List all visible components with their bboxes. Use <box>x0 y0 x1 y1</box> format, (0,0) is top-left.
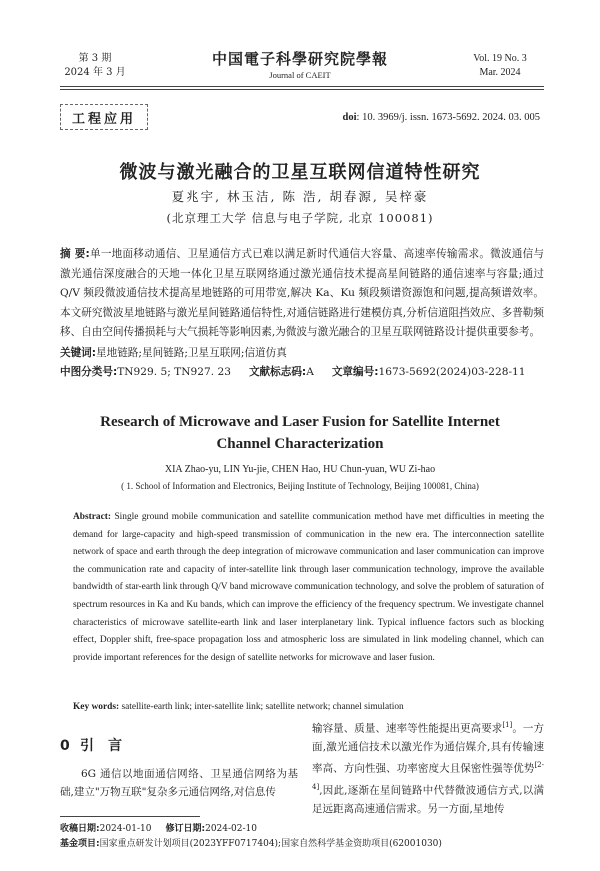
article-number-value: 1673-5692(2024)03-228-11 <box>378 366 526 378</box>
citation-1: [1] <box>502 721 513 729</box>
received-date: 2024-01-10 <box>99 824 152 834</box>
classification-line <box>60 363 544 382</box>
section-number: 0 <box>60 738 70 754</box>
running-header-right <box>460 52 540 80</box>
fund-value: 国家重点研发计划项目(2023YFF0717404);国家自然科学基金资助项目(62001030) <box>99 839 442 849</box>
clc-label: 中图分类号: <box>60 366 118 378</box>
header-rule <box>60 86 544 87</box>
doi-label: doi <box>342 112 357 123</box>
issue-date-en: Mar. 2024 <box>479 67 521 78</box>
header-rule-thin <box>60 89 544 90</box>
paper-title-cn: 微波与激光融合的卫星互联网信道特性研究 <box>119 162 481 183</box>
body-right-text-2: 。一方面,激光通信技术以激光作为通信媒介,具有传输速率高、方向性强、功率密度大且保密性强等优势 <box>312 722 545 775</box>
doc-code-label: 文献标志码: <box>248 366 307 378</box>
affiliation-en: ( 1. School of Information and Electronics, Beijing Institute of Technology, Beijing 100081, China) <box>121 481 479 491</box>
footnote-funding <box>60 837 544 852</box>
authors-cn: 夏兆宇, 林玉洁, 陈 浩, 胡春源, 吴梓豪 <box>171 189 429 204</box>
footnotes <box>60 822 544 852</box>
keywords-cn-label: 关键词: <box>60 347 97 359</box>
paper-title-en-line1: Research of Microwave and Laser Fusion for Satellite Internet <box>100 414 500 430</box>
revised-label: 修订日期: <box>165 824 206 834</box>
abstract-en-text: Single ground mobile communication and satellite communication method have met difficulties in meeting the demand for large-capacity and high-speed transmission of communication in the new era. The interconnection satellite network of space and earth through the deep integration of microwave communication and laser communication can improve the communication rate and capacity of inter-satellite link through laser communication technology, improve the available bandwidth of star-earth link through Q/V band microwave communication technology, and solve the problem of saturation of spectrum resources in Ka and Ku bands, which can improve the efficiency of the frequency spectrum. We investigate channel characteristics of microwave satellite-earth link and laser interplanetary link. Typical influence factors such as blocking effect, Doppler shift, free-space propagation loss and atmospheric loss are simulated in link modeling channel, which can provide important references for the design of satellite networks for microwave and laser fusion. <box>73 512 544 663</box>
abstract-cn-text: 单一地面移动通信、卫星通信方式已难以满足新时代通信大容量、高速率传输需求。微波通信与激光通信深度融合的天地一体化卫星互联网络通过激光通信技术提高星间链路的通信速率与容量;通过 Q/V 频段微波通信技术提高星地链路的可用带宽,解决 Ka、Ku 频段频谱资源饱和问题,提高频谱效率。本文研究微波星地链路与激光星间链路通信特性,对通信链路进行建模仿真,分析信道阻挡效应、多普勒频移、自由空间传播损耗与大气损耗等影响因素,为微波与激光融合的卫星互联网链路设计提供重要参考。 <box>60 248 544 338</box>
revised-date: 2024-02-10 <box>205 824 257 834</box>
abstract-en-label: Abstract: <box>73 512 112 522</box>
section-heading <box>60 735 136 755</box>
fund-label: 基金项目: <box>60 839 100 849</box>
abstract-cn <box>60 245 544 343</box>
keywords-en-label: Key words: <box>73 702 120 712</box>
abstract-en <box>73 509 544 667</box>
article-number-label: 文章编号: <box>331 366 379 378</box>
paper-title-en <box>0 411 600 455</box>
issue-number: 第 3 期 <box>78 53 112 64</box>
received-label: 收稿日期: <box>60 824 100 834</box>
citation-2-4: [2-4] <box>312 761 544 791</box>
doi-value: : 10. 3969/j. issn. 1673-5692. 2024. 03. 005 <box>356 112 540 123</box>
body-text-right-column <box>312 716 544 818</box>
section-title: 引言 <box>80 738 136 754</box>
doi <box>343 112 540 123</box>
journal-name-en: Journal of CAEIT <box>269 70 331 80</box>
authors-en: XIA Zhao-yu, LIN Yu-jie, CHEN Hao, HU Chun-yuan, WU Zi-hao <box>164 464 436 475</box>
keywords-en-text: satellite-earth link; inter-satellite link; satellite network; channel simulation <box>121 702 404 712</box>
abstract-cn-label: 摘 要: <box>60 248 90 260</box>
paper-title-en-line2: Channel Characterization <box>216 436 384 452</box>
body-right-text-1: 输容量、质量、速率等性能提出更高要求 <box>312 722 503 735</box>
body-right-text-3: ,因此,逐渐在星间链路中代替微波通信方式,以满足远距离高速通信需求。另一方面,星地传 <box>312 784 544 815</box>
doc-code-value: A <box>306 366 314 378</box>
volume-number: Vol. 19 No. 3 <box>473 53 527 64</box>
issue-date: 2024 年 3 月 <box>64 67 126 78</box>
keywords-en <box>73 699 544 715</box>
keywords-cn <box>60 344 544 363</box>
affiliation-cn: (北京理工大学 信息与电子学院, 北京 100081) <box>166 211 434 225</box>
footnote-rule <box>60 816 200 817</box>
keywords-cn-text: 星地链路;星间链路;卫星互联网;信道仿真 <box>96 347 287 359</box>
clc-value: TN929. 5; TN927. 23 <box>117 366 231 378</box>
journal-name: 中国電子科學研究院學報 <box>211 50 388 68</box>
column-badge: 工程应用 <box>60 104 148 130</box>
footnote-dates <box>60 822 544 837</box>
body-text-left-column: 6G 通信以地面通信网络、卫星通信网络为基础,建立"万物互联"复杂多元通信网络,对信息传 <box>60 768 298 798</box>
